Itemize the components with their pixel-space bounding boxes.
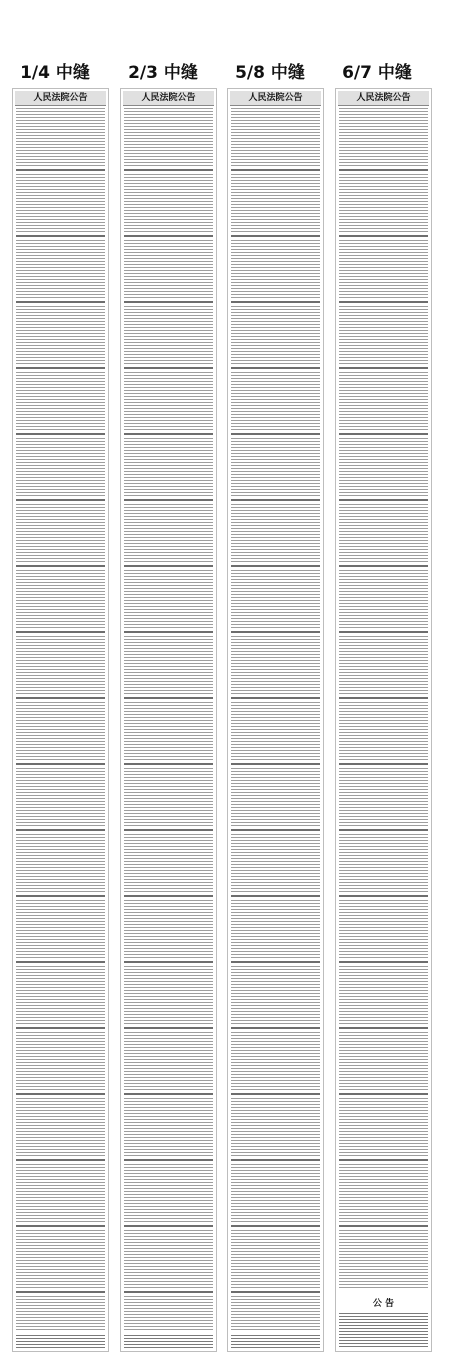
layout-label-5-8: 5/8 中缝 — [235, 63, 305, 83]
column-footer-lines — [16, 1335, 105, 1349]
column-footer-lines — [339, 1313, 428, 1349]
gutter-column-1-4 — [12, 88, 109, 1352]
layout-label-6-7: 6/7 中缝 — [342, 63, 412, 83]
column-title: 人民法院公告 — [230, 91, 321, 106]
gutter-column-5-8 — [227, 88, 324, 1352]
gutter-column-2-3 — [120, 88, 217, 1352]
layout-label-2-3: 2/3 中缝 — [128, 63, 198, 83]
column-footer-lines — [231, 1335, 320, 1349]
notice-text-block — [339, 108, 428, 1291]
column-title: 人民法院公告 — [123, 91, 214, 106]
notice-text-block — [124, 108, 213, 1331]
notice-text-block — [16, 108, 105, 1331]
layout-label-1-4: 1/4 中缝 — [20, 63, 90, 83]
column-title: 人民法院公告 — [338, 91, 429, 106]
announcement-heading: 公 告 — [339, 1297, 428, 1311]
notice-text-block — [231, 108, 320, 1331]
column-footer-lines — [124, 1335, 213, 1349]
column-title: 人民法院公告 — [15, 91, 106, 106]
gutter-column-6-7 — [335, 88, 432, 1352]
